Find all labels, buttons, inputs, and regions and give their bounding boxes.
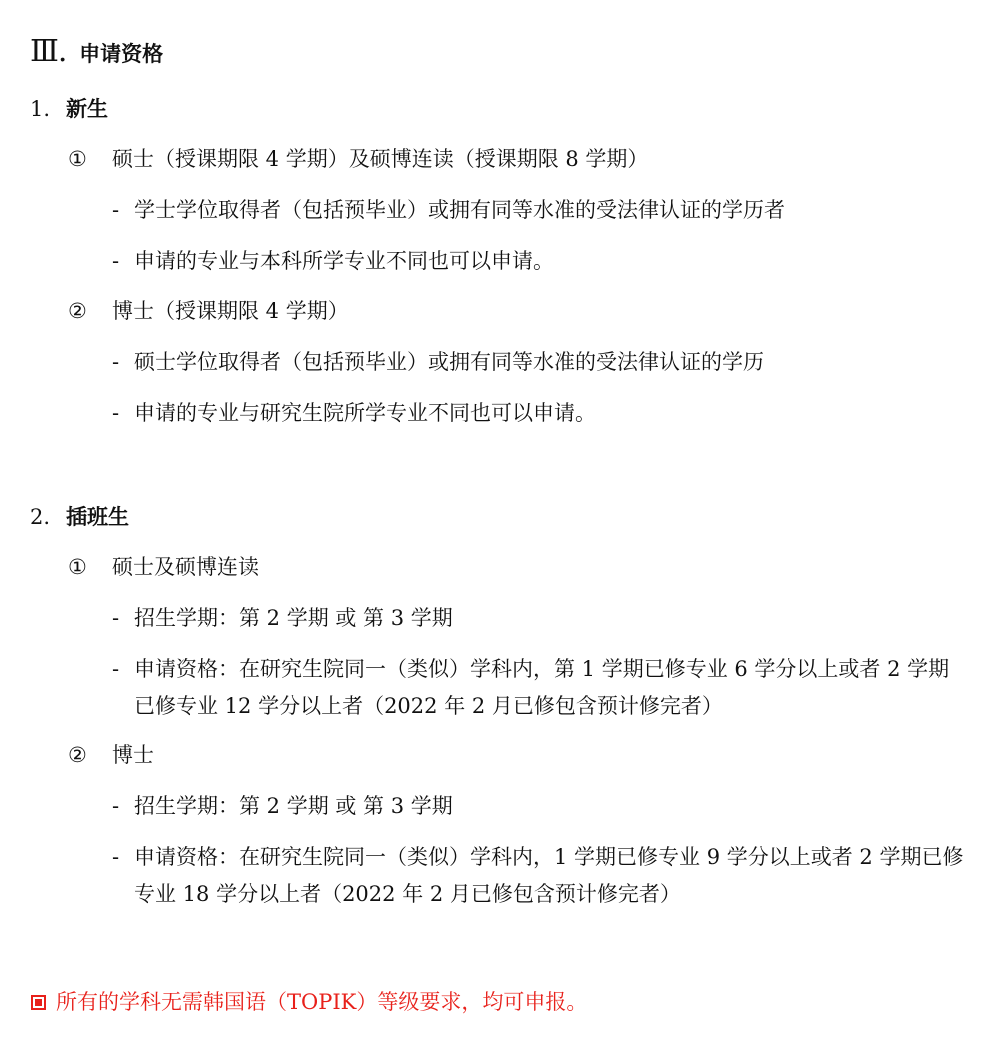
part1-sub1-title: 硕士（授课期限 4 学期）及硕博连读（授课期限 8 学期） — [112, 147, 649, 171]
dash-bullet: - — [112, 350, 120, 374]
list-item-text: 招生学期：第 2 学期 或 第 3 学期 — [134, 606, 453, 630]
part1-heading — [30, 95, 108, 123]
dash-bullet: - — [112, 845, 120, 869]
part2-sub1-item-2: 申请资格：在研究生院同一（类似）学科内，第 1 学期已修专业 6 学分以上或者 2 学期已修专业 12 学分以上者（2022 年 2 月已修包含预计修完者） — [134, 657, 950, 718]
notice-text: 所有的学科无需韩国语（TOPIK）等级要求，均可申报。 — [56, 990, 588, 1014]
list-item-text: 硕士学位取得者（包括预毕业）或拥有同等水准的受法律认证的学历 — [134, 350, 764, 374]
section-title: 申请资格 — [79, 42, 164, 66]
part2-sub2-heading — [68, 741, 154, 769]
section-heading — [30, 34, 164, 69]
part1-title: 新生 — [66, 97, 108, 121]
part2-sub2-title: 博士 — [112, 743, 154, 767]
part1-sub2-marker: ② — [68, 299, 87, 323]
list-item-text: 学士学位取得者（包括预毕业）或拥有同等水准的受法律认证的学历者 — [134, 198, 785, 222]
list-item-text: 招生学期：第 2 学期 或 第 3 学期 — [134, 794, 453, 818]
dash-bullet: - — [112, 657, 120, 681]
section-roman-numeral: Ⅲ. — [30, 34, 67, 69]
dash-bullet: - — [112, 401, 120, 425]
part1-sub1-marker: ① — [68, 147, 87, 171]
square-bullet-icon — [31, 995, 46, 1010]
topik-notice — [31, 988, 587, 1016]
dash-bullet: - — [112, 794, 120, 818]
part2-sub2-item-1 — [112, 792, 453, 820]
part2-sub2-item-2: 申请资格：在研究生院同一（类似）学科内，1 学期已修专业 9 学分以上或者 2 学期已修专业 18 学分以上者（2022 年 2 月已修包含预计修完者） — [134, 845, 964, 906]
dash-bullet: - — [112, 249, 120, 273]
part2-sub1-heading — [68, 553, 259, 581]
dash-bullet: - — [112, 606, 120, 630]
part1-sub2-title: 博士（授课期限 4 学期） — [112, 299, 349, 323]
part2-sub1-dash-2 — [112, 655, 134, 683]
list-item-text: 申请的专业与研究生院所学专业不同也可以申请。 — [134, 401, 596, 425]
part1-sub2-heading — [68, 297, 349, 325]
part2-sub2-dash-2 — [112, 843, 134, 871]
part2-heading — [30, 503, 129, 531]
dash-bullet: - — [112, 198, 120, 222]
part2-sub2-marker: ② — [68, 743, 87, 767]
part2-sub1-item-1 — [112, 604, 453, 632]
part2-sub1-title: 硕士及硕博连读 — [112, 555, 259, 579]
part1-sub1-heading — [68, 145, 648, 173]
list-item-text: 申请的专业与本科所学专业不同也可以申请。 — [134, 249, 554, 273]
part1-sub1-item-2 — [112, 247, 554, 275]
part2-number: 2. — [30, 505, 51, 529]
part1-number: 1. — [30, 97, 51, 121]
part1-sub1-item-1 — [112, 196, 785, 224]
part1-sub2-item-2 — [112, 399, 596, 427]
part2-sub1-marker: ① — [68, 555, 87, 579]
part1-sub2-item-1 — [112, 348, 764, 376]
part2-title: 插班生 — [66, 505, 129, 529]
